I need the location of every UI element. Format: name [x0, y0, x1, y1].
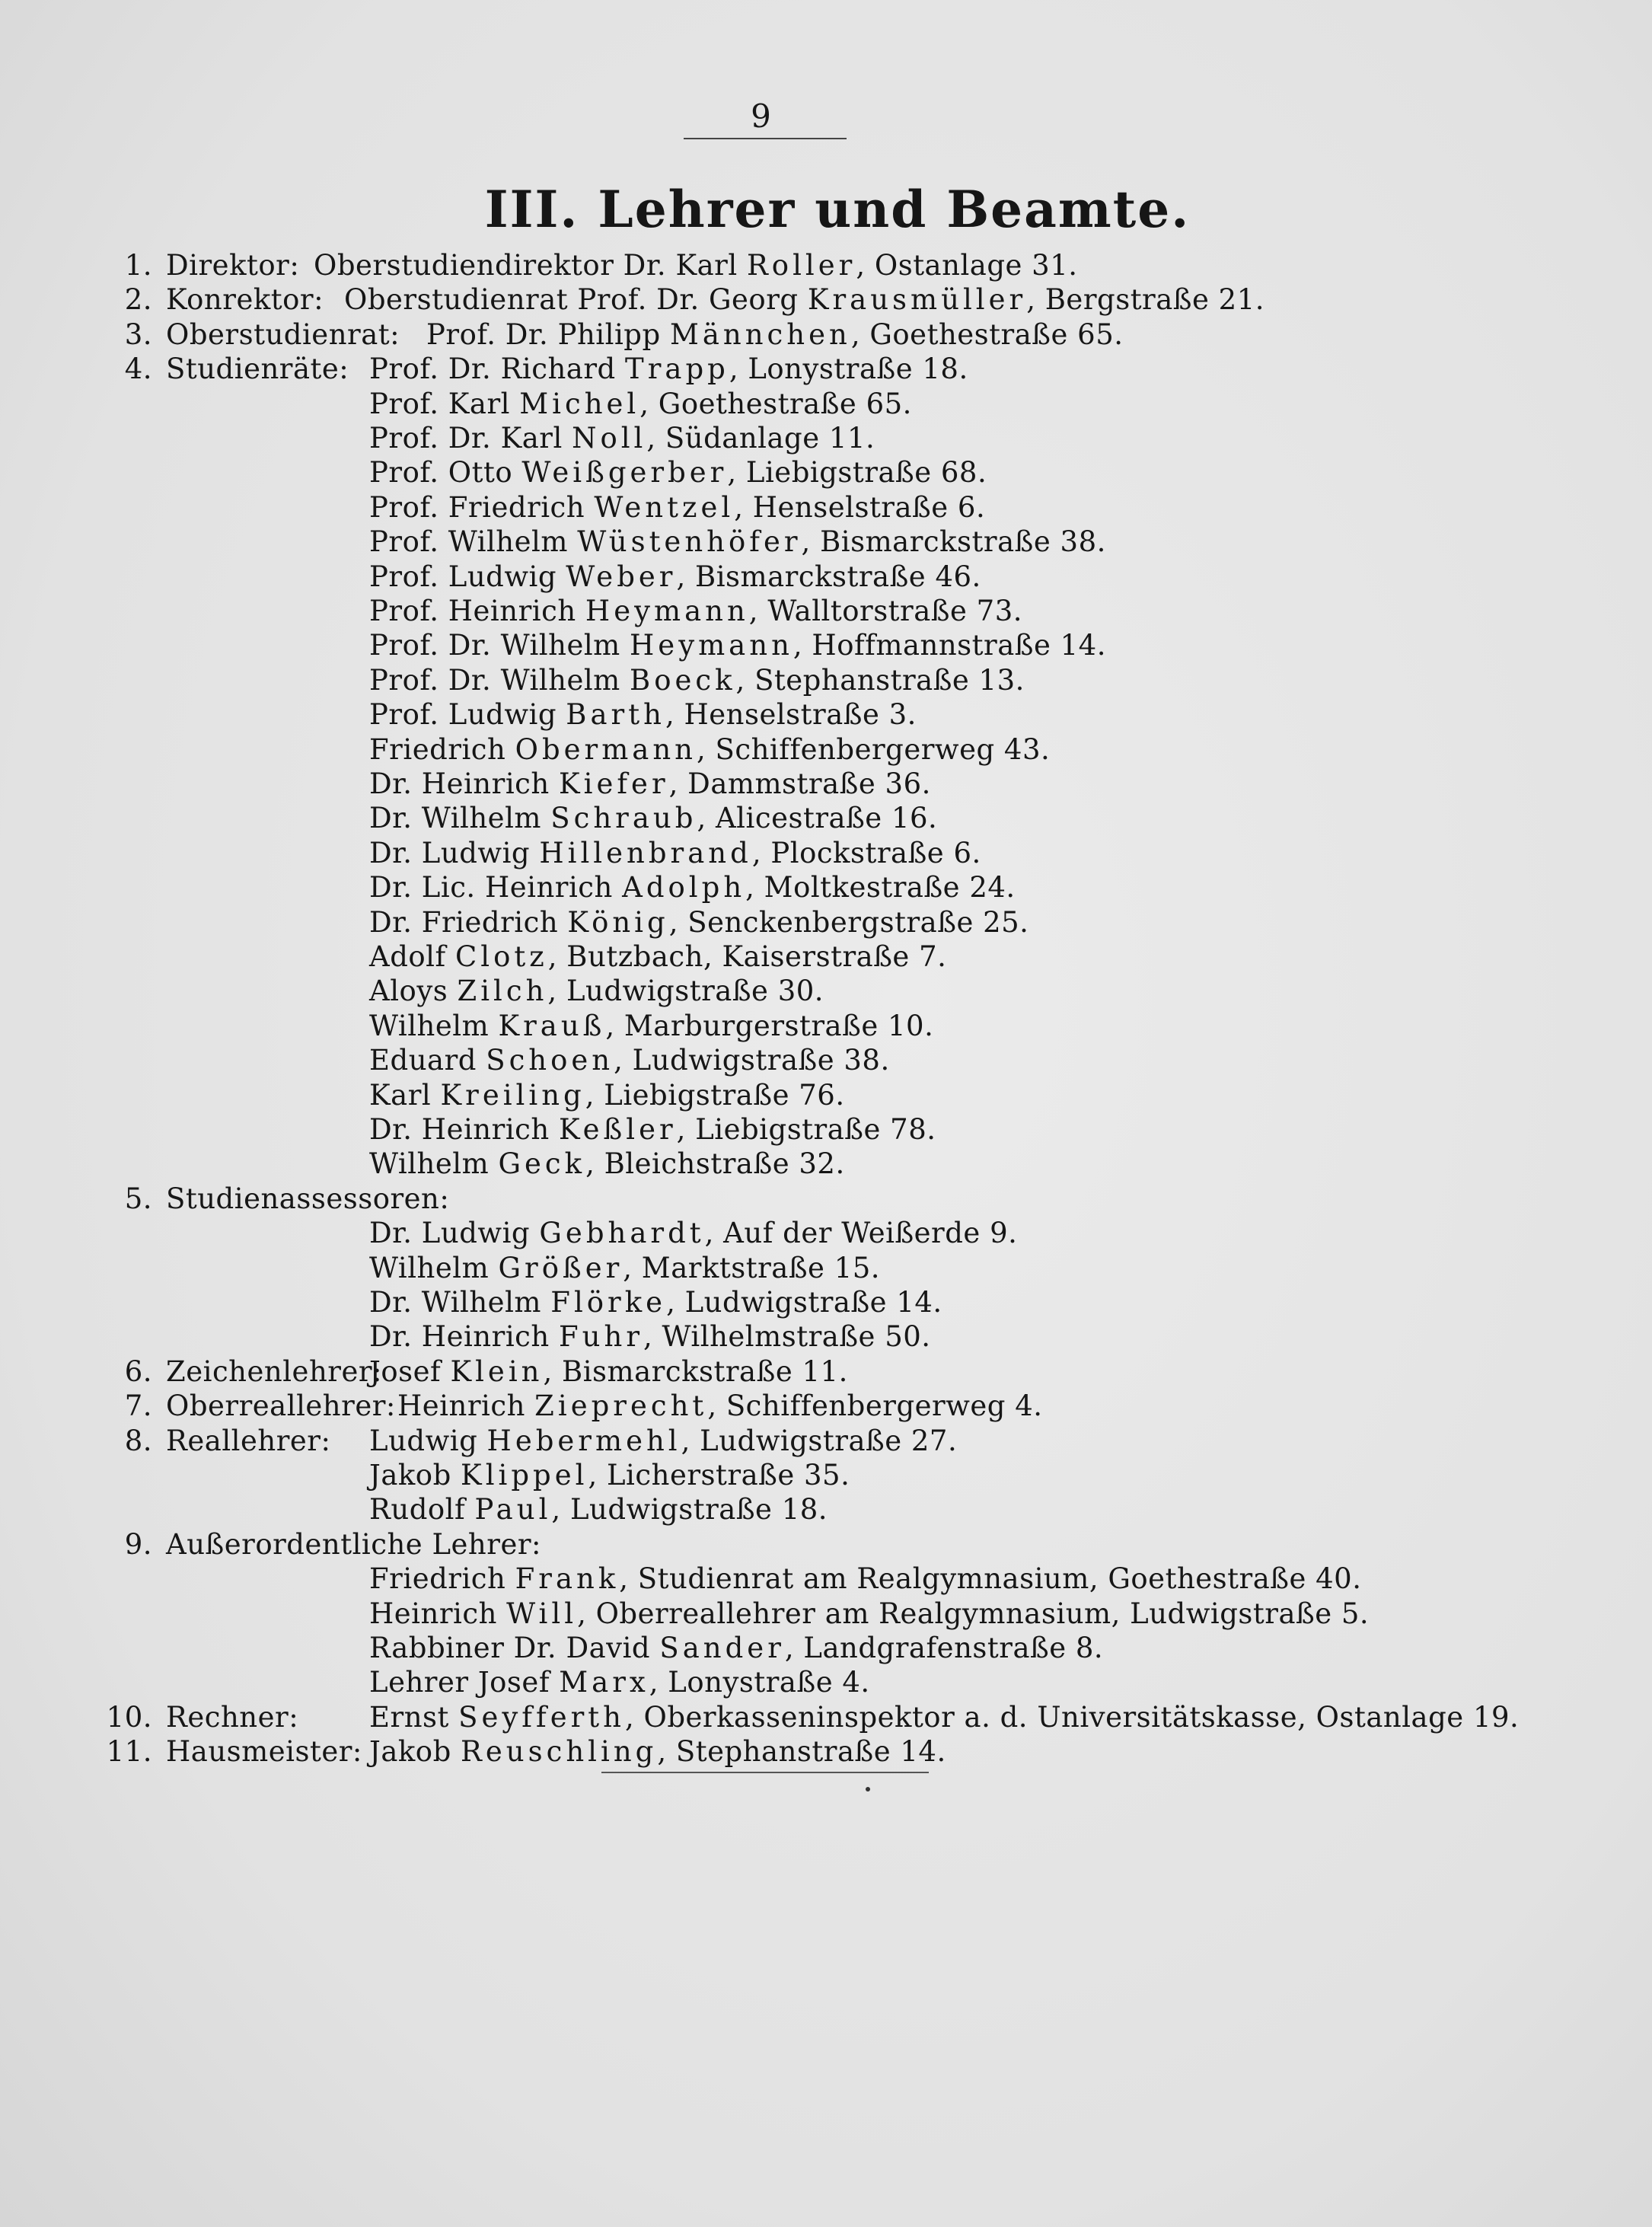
entry-surname: Krauß	[498, 1010, 606, 1042]
entry-details: , Marburgerstraße 10.	[605, 1010, 934, 1042]
entry-role-label: Studienassessoren:	[166, 1182, 450, 1215]
list-line	[0, 836, 1523, 870]
entry-role-label: Hausmeister:	[166, 1735, 362, 1768]
entry-surname: Zieprecht	[534, 1389, 708, 1422]
entry-surname: Schraub	[550, 802, 697, 834]
entry-person	[369, 1734, 946, 1769]
entry-person	[426, 317, 1124, 352]
entry-person	[369, 1216, 1017, 1250]
list-line	[0, 767, 1523, 801]
entry-details: , Marktstraße 15.	[623, 1252, 881, 1284]
entry-given-name: Dr. Friedrich	[369, 906, 568, 939]
entry-role-label: Direktor:	[166, 249, 300, 282]
entry-given-name: Prof. Dr. Philipp	[426, 318, 670, 351]
list-line	[0, 1458, 1523, 1492]
list-line	[0, 1527, 1523, 1562]
entry-surname: Trapp	[625, 353, 729, 385]
entry-details: , Oberkasseninspektor a. d. Universitätskasse, Ostanlage 19.	[624, 1701, 1520, 1734]
entry-person	[369, 1492, 828, 1527]
entry-surname: Clotz	[454, 940, 548, 973]
entry-person	[369, 455, 987, 490]
entry-details: , Studienrat am Realgymnasium, Goethestraße 40.	[619, 1562, 1362, 1595]
entry-role-label: Reallehrer:	[166, 1425, 331, 1457]
entry-surname: Größer	[498, 1252, 623, 1284]
entry-given-name: Aloys	[369, 975, 458, 1007]
top-divider	[684, 138, 847, 139]
list-line	[0, 870, 1523, 905]
entry-details: , Wilhelmstraße 50.	[643, 1320, 931, 1353]
entry-given-name: Jakob	[369, 1735, 461, 1768]
entry-details: , Ludwigstraße 30.	[547, 975, 824, 1007]
entry-surname: Wüstenhöfer	[577, 525, 802, 558]
print-speck	[866, 1787, 870, 1791]
entry-role-label: Studienräte:	[166, 353, 349, 385]
list-line	[0, 387, 1523, 421]
entry-given-name: Prof. Heinrich	[369, 595, 585, 627]
entry-details: , Hoffmannstraße 14.	[793, 629, 1106, 662]
entry-surname: Heymann	[585, 595, 749, 627]
list-line	[0, 1734, 1523, 1769]
entry-person	[314, 248, 1078, 282]
entry-surname: Hebermehl	[486, 1425, 681, 1457]
list-line	[0, 455, 1523, 490]
list-line	[0, 352, 1523, 386]
entry-details: , Ludwigstraße 14.	[666, 1286, 942, 1319]
entry-person	[397, 1389, 1043, 1423]
entry-given-name: Dr. Wilhelm	[369, 1286, 551, 1319]
entry-surname: Seyfferth	[458, 1701, 625, 1734]
entry-number: 10.	[106, 1701, 152, 1734]
entry-given-name: Wilhelm	[369, 1010, 499, 1042]
entry-details: , Licherstraße 35.	[588, 1459, 850, 1492]
list-line	[0, 317, 1523, 352]
entry-surname: Will	[506, 1597, 578, 1630]
bottom-divider	[601, 1772, 929, 1773]
entry-surname: Klippel	[461, 1459, 588, 1492]
entry-person	[369, 525, 1106, 559]
entry-person	[369, 1700, 1519, 1734]
entry-details: , Oberreallehrer am Realgymnasium, Ludwigstraße 5.	[577, 1597, 1370, 1630]
entry-person	[369, 663, 1025, 697]
entry-surname: Klein	[450, 1355, 544, 1388]
entry-given-name: Dr. Heinrich	[369, 1320, 559, 1353]
entry-person	[369, 767, 931, 801]
page-number: 9	[751, 97, 772, 135]
entry-details: , Butzbach, Kaiserstraße 7.	[547, 940, 947, 973]
list-line	[0, 1182, 1523, 1216]
entry-person	[369, 1009, 933, 1043]
entry-surname: Obermann	[515, 733, 697, 766]
entry-surname: Krausmüller	[807, 283, 1027, 316]
entry-person	[369, 352, 968, 386]
entry-person	[369, 1043, 890, 1077]
entry-details: , Bismarckstraße 11.	[543, 1355, 848, 1388]
entry-details: , Lonystraße 18.	[729, 353, 968, 385]
list-line	[0, 1597, 1523, 1631]
entry-details: , Liebigstraße 68.	[727, 456, 987, 489]
entry-details: , Liebigstraße 76.	[585, 1079, 845, 1112]
entry-surname: Heymann	[630, 629, 793, 662]
list-line	[0, 1319, 1523, 1354]
list-line	[0, 490, 1523, 525]
entry-surname: Kiefer	[558, 767, 669, 800]
entry-person	[369, 1285, 942, 1319]
entry-given-name: Karl	[369, 1079, 441, 1112]
entry-details: , Walltorstraße 73.	[748, 595, 1023, 627]
entry-number: 6.	[124, 1355, 152, 1388]
entry-details: , Bergstraße 21.	[1026, 283, 1265, 316]
list-line	[0, 1700, 1523, 1734]
entry-given-name: Rudolf	[369, 1493, 475, 1526]
list-line	[0, 697, 1523, 732]
list-line	[0, 525, 1523, 559]
list-line	[0, 628, 1523, 662]
entry-person	[369, 421, 875, 455]
entry-person	[344, 282, 1265, 317]
entry-given-name: Ernst	[369, 1701, 459, 1734]
entry-details: , Goethestraße 65.	[639, 388, 912, 420]
entry-surname: Weber	[566, 560, 677, 593]
entry-details: , Bismarckstraße 46.	[676, 560, 981, 593]
entry-given-name: Ludwig	[369, 1425, 487, 1457]
entry-number: 4.	[124, 353, 152, 385]
list-line	[0, 1216, 1523, 1250]
list-line	[0, 905, 1523, 940]
list-line	[0, 1631, 1523, 1665]
list-line	[0, 1009, 1523, 1043]
entry-given-name: Dr. Wilhelm	[369, 802, 551, 834]
entry-surname: Männchen	[669, 318, 851, 351]
entry-surname: Frank	[515, 1562, 620, 1595]
list-line	[0, 1043, 1523, 1077]
list-line	[0, 940, 1523, 974]
entry-person	[369, 1319, 931, 1354]
entry-person	[369, 1458, 850, 1492]
entry-surname: Marx	[559, 1666, 649, 1699]
entry-details: , Senckenbergstraße 25.	[668, 906, 1029, 939]
list-line	[0, 560, 1523, 594]
entry-details: , Ostanlage 31.	[856, 249, 1078, 282]
entry-given-name: Heinrich	[369, 1597, 507, 1630]
entry-details: , Stephanstraße 14.	[657, 1735, 946, 1768]
entry-details: , Landgrafenstraße 8.	[784, 1632, 1104, 1664]
entry-number: 2.	[124, 283, 152, 316]
entry-given-name: Prof. Wilhelm	[369, 525, 578, 558]
entry-given-name: Dr. Ludwig	[369, 1217, 540, 1249]
entry-given-name: Prof. Dr. Richard	[369, 353, 626, 385]
entry-given-name: Oberstudienrat Prof. Dr. Georg	[344, 283, 808, 316]
entry-details: , Bleichstraße 32.	[585, 1147, 845, 1180]
entry-given-name: Rabbiner Dr. David	[369, 1632, 660, 1664]
entry-surname: Flörke	[550, 1286, 667, 1319]
list-line	[0, 282, 1523, 317]
list-line	[0, 1112, 1523, 1147]
entry-given-name: Josef	[369, 1355, 451, 1388]
entry-person	[369, 870, 1016, 905]
entry-details: , Schiffenbergerweg 4.	[707, 1389, 1043, 1422]
entry-number: 5.	[124, 1182, 152, 1215]
entry-details: , Südanlage 11.	[646, 422, 875, 455]
entry-surname: Adolph	[622, 871, 746, 904]
entry-person	[369, 628, 1106, 662]
entry-given-name: Dr. Heinrich	[369, 1113, 559, 1146]
list-line	[0, 1492, 1523, 1527]
entry-given-name: Prof. Dr. Karl	[369, 422, 572, 455]
list-line	[0, 1389, 1523, 1423]
entry-details: , Schiffenbergerweg 43.	[697, 733, 1051, 766]
entry-person	[369, 1251, 880, 1285]
entry-person	[369, 490, 985, 525]
entry-given-name: Friedrich	[369, 1562, 515, 1595]
entry-given-name: Dr. Heinrich	[369, 767, 559, 800]
entry-surname: Geck	[498, 1147, 586, 1180]
list-line	[0, 732, 1523, 767]
entry-role-label: Rechner:	[166, 1701, 299, 1734]
list-line	[0, 594, 1523, 628]
entry-details: , Dammstraße 36.	[668, 767, 931, 800]
entry-given-name: Oberstudiendirektor Dr. Karl	[314, 249, 747, 282]
entry-role-label: Zeichenlehrer:	[166, 1355, 383, 1388]
entry-details: , Auf der Weißerde 9.	[704, 1217, 1018, 1249]
entry-person	[369, 1562, 1361, 1596]
entry-person	[369, 801, 937, 835]
entry-given-name: Prof. Dr. Wilhelm	[369, 664, 630, 697]
entry-given-name: Adolf	[369, 940, 455, 973]
entry-details: , Lonystraße 4.	[649, 1666, 870, 1699]
entry-person	[369, 1112, 936, 1147]
entry-given-name: Dr. Ludwig	[369, 837, 540, 869]
entry-person	[369, 387, 912, 421]
list-line	[0, 1354, 1523, 1389]
entry-person	[369, 1597, 1369, 1631]
entry-role-label: Oberstudienrat:	[166, 318, 400, 351]
entry-person	[369, 974, 824, 1008]
entry-person	[369, 560, 981, 594]
section-heading: III. Lehrer und Beamte.	[484, 180, 1191, 239]
entry-details: , Henselstraße 6.	[734, 491, 986, 524]
entry-details: , Moltkestraße 24.	[745, 871, 1016, 904]
entry-details: , Ludwigstraße 27.	[681, 1425, 958, 1457]
list-line	[0, 974, 1523, 1008]
entry-given-name: Heinrich	[397, 1389, 535, 1422]
entry-surname: Sander	[659, 1632, 785, 1664]
entry-surname: Noll	[572, 422, 647, 455]
entry-surname: Kreiling	[440, 1079, 585, 1112]
entry-number: 1.	[124, 249, 152, 282]
entry-given-name: Prof. Friedrich	[369, 491, 595, 524]
list-line	[0, 1562, 1523, 1596]
entry-surname: Roller	[746, 249, 856, 282]
entry-details: , Bismarckstraße 38.	[801, 525, 1106, 558]
entry-number: 11.	[106, 1735, 152, 1768]
entry-surname: Schoen	[486, 1044, 614, 1077]
entry-role-label: Oberreallehrer:	[166, 1389, 396, 1422]
entry-person	[369, 1354, 848, 1389]
list-line	[0, 1285, 1523, 1319]
entry-details: , Goethestraße 65.	[850, 318, 1124, 351]
entry-given-name: Prof. Karl	[369, 388, 520, 420]
entry-given-name: Lehrer Josef	[369, 1666, 560, 1699]
entry-details: , Ludwigstraße 38.	[614, 1044, 890, 1077]
list-line	[0, 421, 1523, 455]
entry-person	[369, 1631, 1103, 1665]
entry-person	[369, 732, 1050, 767]
entry-person	[369, 836, 981, 870]
entry-details: , Liebigstraße 78.	[676, 1113, 936, 1146]
entry-person	[369, 594, 1022, 628]
entry-surname: Reuschling	[461, 1735, 658, 1768]
entry-given-name: Wilhelm	[369, 1147, 499, 1180]
entry-person	[369, 1078, 845, 1112]
entry-surname: Weißgerber	[521, 456, 728, 489]
list-line	[0, 1251, 1523, 1285]
entry-role-label: Außerordentliche Lehrer:	[166, 1528, 541, 1561]
entry-surname: Hillenbrand	[539, 837, 752, 869]
entry-details: , Plockstraße 6.	[751, 837, 981, 869]
entry-surname: Michel	[519, 388, 640, 420]
list-line	[0, 801, 1523, 835]
entry-surname: Fuhr	[558, 1320, 644, 1353]
entry-given-name: Wilhelm	[369, 1252, 499, 1284]
entry-surname: Zilch	[457, 975, 548, 1007]
entry-details: , Stephanstraße 13.	[735, 664, 1025, 697]
entry-given-name: Prof. Ludwig	[369, 560, 566, 593]
list-line	[0, 1078, 1523, 1112]
entry-surname: Wentzel	[594, 491, 735, 524]
entry-surname: König	[567, 906, 669, 939]
entry-details: , Ludwigstraße 18.	[551, 1493, 828, 1526]
list-line	[0, 1665, 1523, 1699]
entry-surname: Paul	[474, 1493, 552, 1526]
entry-number: 8.	[124, 1425, 152, 1457]
entry-number: 7.	[124, 1389, 152, 1422]
entry-given-name: Friedrich	[369, 733, 515, 766]
entry-surname: Boeck	[630, 664, 736, 697]
entry-person	[369, 1147, 845, 1181]
entry-number: 9.	[124, 1528, 152, 1561]
entry-surname: Keßler	[558, 1113, 677, 1146]
list-line	[0, 1424, 1523, 1458]
entry-surname: Gebhardt	[539, 1217, 705, 1249]
entry-person	[369, 940, 946, 974]
entry-surname: Barth	[566, 698, 665, 731]
entry-details: , Alicestraße 16.	[697, 802, 938, 834]
entry-person	[369, 905, 1029, 940]
entry-given-name: Prof. Ludwig	[369, 698, 566, 731]
entry-person	[369, 1665, 870, 1699]
entry-person	[369, 1424, 957, 1458]
entry-given-name: Prof. Otto	[369, 456, 522, 489]
entry-number: 3.	[124, 318, 152, 351]
entry-role-label: Konrektor:	[166, 283, 324, 316]
entry-given-name: Jakob	[369, 1459, 461, 1492]
list-line	[0, 663, 1523, 697]
entry-given-name: Eduard	[369, 1044, 486, 1077]
entry-details: , Henselstraße 3.	[665, 698, 917, 731]
list-line	[0, 248, 1523, 282]
list-line	[0, 1147, 1523, 1181]
entry-given-name: Prof. Dr. Wilhelm	[369, 629, 630, 662]
entry-person	[369, 697, 917, 732]
entry-given-name: Dr. Lic. Heinrich	[369, 871, 623, 904]
